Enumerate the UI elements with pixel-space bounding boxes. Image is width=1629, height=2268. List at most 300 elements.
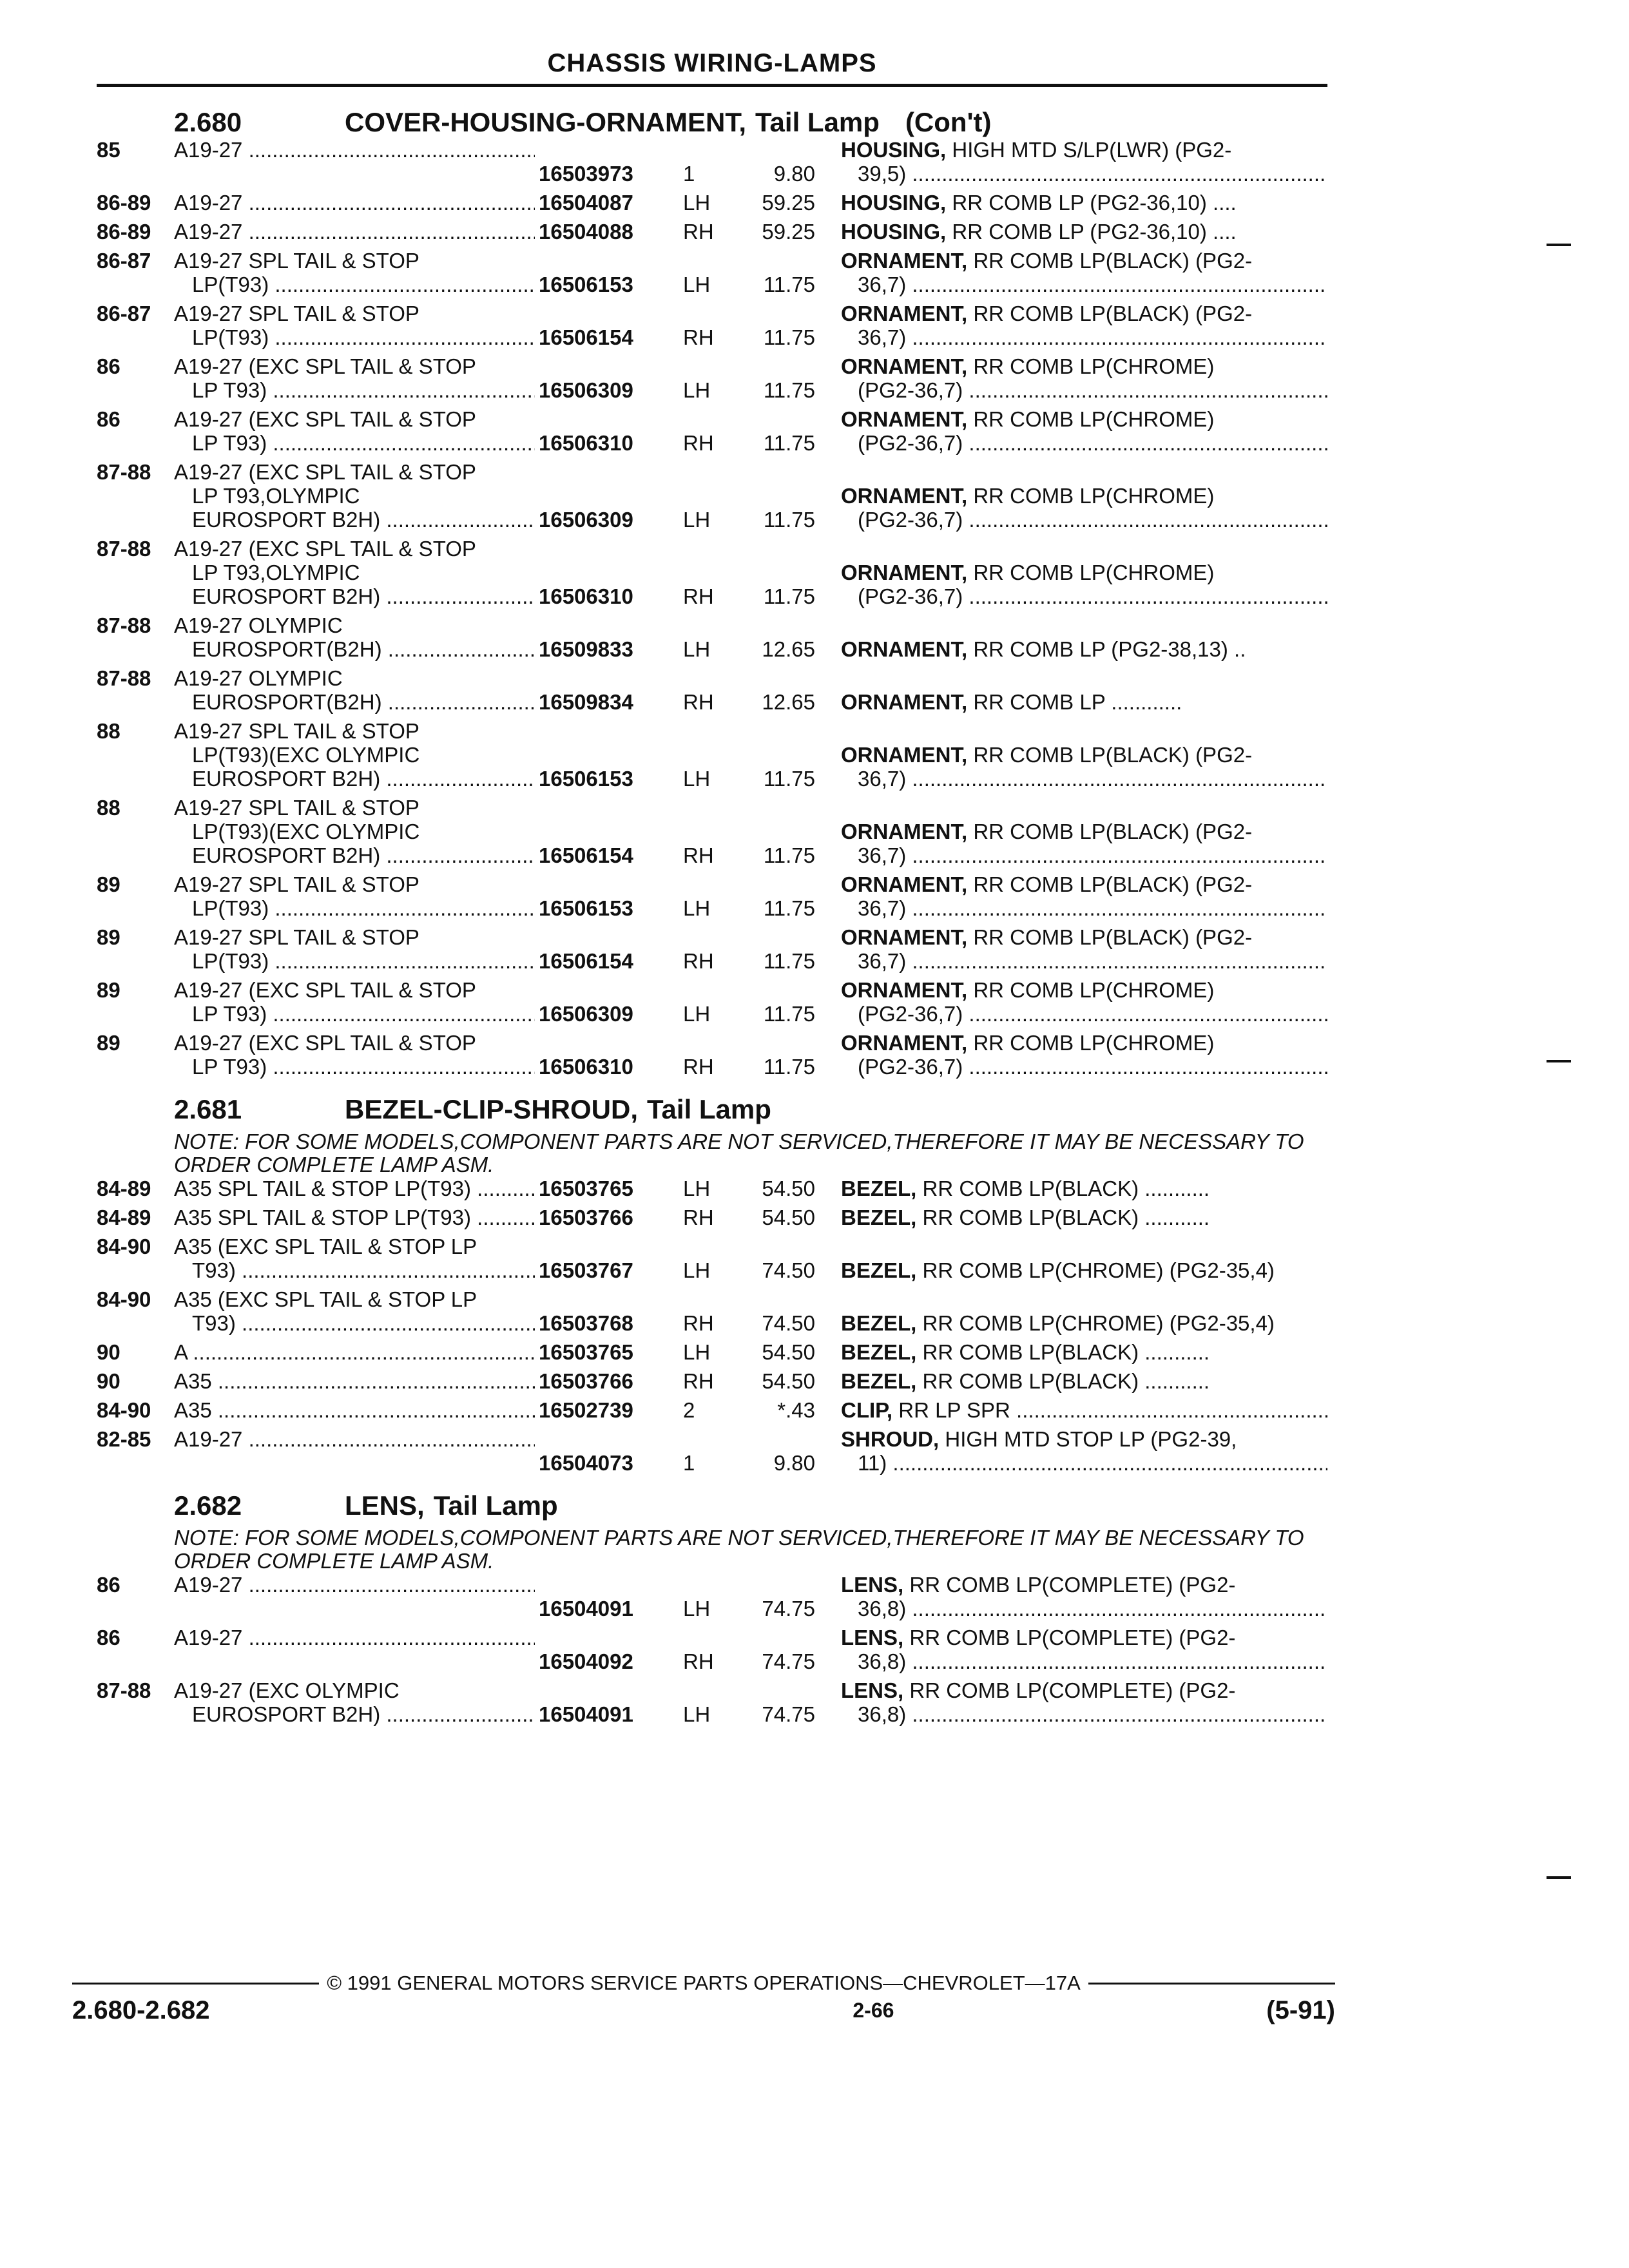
part-description xyxy=(841,820,1327,867)
model-line: A19-27 OLYMPIC xyxy=(174,666,343,690)
part-entry xyxy=(97,1206,1327,1229)
description-text: RR COMB LP(CHROME) (PG2-35,4) xyxy=(922,1258,1275,1282)
part-number: 16503767 xyxy=(539,1258,633,1282)
model-line: A19-27 SPL TAIL & STOP xyxy=(174,302,419,325)
description-line xyxy=(841,325,1327,349)
description-line xyxy=(841,1206,1327,1229)
revision-date: (5-91) xyxy=(1266,1996,1335,2024)
list-price: 74.50 xyxy=(762,1258,815,1282)
description-text: 11) xyxy=(858,1451,887,1475)
model-line: A35 SPL TAIL & STOP LP(T93) ..... xyxy=(174,1177,535,1200)
quantity-side: LH xyxy=(683,273,711,296)
description-text: RR COMB LP(BLACK) ........... xyxy=(922,1206,1210,1229)
part-number: 16506153 xyxy=(539,896,633,920)
copyright: © 1991 GENERAL MOTORS SERVICE PARTS OPERATIONS—CHEVROLET—17A xyxy=(327,1972,1081,1994)
model-applicability xyxy=(174,1573,535,1620)
model-line: A19-27 SPL TAIL & STOP xyxy=(174,796,419,820)
part-entry xyxy=(97,460,1327,532)
part-entry xyxy=(97,1573,1327,1620)
description-text: 36,7) xyxy=(858,767,907,791)
part-entry xyxy=(97,1031,1327,1079)
description-line xyxy=(841,1702,1327,1726)
section-range: 2.680-2.682 xyxy=(72,1996,210,2024)
model-line: A19-27 SPL TAIL & STOP xyxy=(174,872,419,896)
quantity-side: LH xyxy=(683,1258,711,1282)
description-text: (PG2-36,7) xyxy=(858,508,963,532)
model-years: 86 xyxy=(97,1626,120,1649)
model-years: 89 xyxy=(97,872,120,896)
entry-spacer xyxy=(97,1335,1327,1340)
model-line: A19-27 (EXC SPL TAIL & STOP xyxy=(174,1031,476,1055)
part-description xyxy=(841,690,1327,714)
model-applicability xyxy=(174,1177,535,1200)
part-description xyxy=(841,191,1327,215)
part-description xyxy=(841,743,1327,791)
model-line: LP(T93)(EXC OLYMPIC xyxy=(192,743,420,767)
part-entry xyxy=(97,138,1327,186)
section-name: BEZEL-CLIP-SHROUD, xyxy=(345,1094,638,1124)
model-line: LP T93) ..... xyxy=(174,1055,535,1079)
part-entry xyxy=(97,719,1327,791)
model-years: 86-87 xyxy=(97,302,151,325)
list-price: 11.75 xyxy=(763,949,815,973)
list-price: 12.65 xyxy=(762,637,815,661)
model-years: 87-88 xyxy=(97,666,151,690)
part-entry xyxy=(97,302,1327,349)
quantity-side: LH xyxy=(683,1002,711,1026)
list-price: 11.75 xyxy=(763,584,815,608)
part-name: ORNAMENT, xyxy=(841,354,968,378)
part-name: ORNAMENT, xyxy=(841,561,968,584)
part-number: 16503766 xyxy=(539,1369,633,1393)
list-price: 74.75 xyxy=(762,1702,815,1726)
quantity-side: RH xyxy=(683,949,714,973)
part-entry xyxy=(97,1235,1327,1282)
model-applicability xyxy=(174,613,535,661)
description-text: RR LP SPR xyxy=(898,1398,1010,1422)
section-subject: Tail Lamp xyxy=(433,1490,558,1521)
description-line xyxy=(841,249,1327,273)
description-text: 39,5) xyxy=(858,162,907,186)
edge-tick-mark xyxy=(1547,1876,1571,1879)
part-number: 16504091 xyxy=(539,1597,633,1620)
part-name: BEZEL, xyxy=(841,1369,917,1393)
part-number: 16504091 xyxy=(539,1702,633,1726)
part-number: 16506310 xyxy=(539,584,633,608)
description-line xyxy=(841,431,1327,455)
description-text: RR COMB LP(BLACK) (PG2- xyxy=(973,872,1253,896)
model-applicability xyxy=(174,1678,535,1726)
quantity-side: RH xyxy=(683,325,714,349)
description-line xyxy=(841,767,1327,791)
description-line xyxy=(841,1002,1327,1026)
part-name: CLIP, xyxy=(841,1398,893,1422)
part-entry xyxy=(97,1177,1327,1200)
part-number: 16509833 xyxy=(539,637,633,661)
model-line: EUROSPORT(B2H) ..... xyxy=(174,637,535,661)
section-number: 2.682 xyxy=(174,1490,242,1521)
description-text: HIGH MTD S/LP(LWR) (PG2- xyxy=(952,138,1232,162)
part-description xyxy=(841,872,1327,920)
model-years: 89 xyxy=(97,978,120,1002)
page-footer xyxy=(72,1972,1335,2025)
entry-spacer xyxy=(97,1200,1327,1206)
part-name: ORNAMENT, xyxy=(841,484,968,508)
description-text: HIGH MTD STOP LP (PG2-39, xyxy=(945,1427,1237,1451)
section-title xyxy=(97,97,1327,138)
section-number: 2.681 xyxy=(174,1094,242,1124)
model-line: LP(T93)(EXC OLYMPIC xyxy=(192,820,420,843)
entry-spacer xyxy=(97,402,1327,407)
description-line xyxy=(841,1427,1327,1451)
description-line xyxy=(841,978,1327,1002)
part-description xyxy=(841,978,1327,1026)
description-line xyxy=(841,1340,1327,1364)
description-text: 36,8) xyxy=(858,1702,907,1726)
list-price: 54.50 xyxy=(762,1369,815,1393)
description-line xyxy=(841,1258,1327,1282)
part-description xyxy=(841,1311,1327,1335)
description-line xyxy=(841,584,1327,608)
part-number: 16509834 xyxy=(539,690,633,714)
entry-spacer xyxy=(97,1026,1327,1031)
entry-spacer xyxy=(97,186,1327,191)
description-line xyxy=(841,896,1327,920)
part-name: LENS, xyxy=(841,1573,904,1597)
part-name: HOUSING, xyxy=(841,220,947,244)
list-price: 12.65 xyxy=(762,690,815,714)
model-applicability xyxy=(174,537,535,608)
part-name: ORNAMENT, xyxy=(841,1031,968,1055)
section-subject: Tail Lamp xyxy=(755,107,880,137)
description-text: RR COMB LP(BLACK) (PG2- xyxy=(973,820,1253,843)
description-text: RR COMB LP ............ xyxy=(973,690,1182,714)
part-entry xyxy=(97,537,1327,608)
model-years: 87-88 xyxy=(97,537,151,561)
model-years: 88 xyxy=(97,719,120,743)
model-years: 90 xyxy=(97,1369,120,1393)
description-text: RR COMB LP(BLACK) ........... xyxy=(922,1340,1210,1364)
list-price: 11.75 xyxy=(763,896,815,920)
list-price: 9.80 xyxy=(773,162,815,186)
quantity-side: RH xyxy=(683,1369,714,1393)
description-line xyxy=(841,1597,1327,1620)
quantity-side: RH xyxy=(683,1311,714,1335)
part-number: 16506309 xyxy=(539,1002,633,1026)
model-line: A19-27 ..... xyxy=(174,138,535,162)
model-line: A35 (EXC SPL TAIL & STOP LP xyxy=(174,1287,477,1311)
part-name: ORNAMENT, xyxy=(841,690,968,714)
entry-spacer xyxy=(97,661,1327,666)
part-entry xyxy=(97,1369,1327,1393)
model-years: 86-87 xyxy=(97,249,151,273)
description-text: 36,7) xyxy=(858,896,907,920)
part-entry xyxy=(97,872,1327,920)
part-number: 16506309 xyxy=(539,508,633,532)
quantity-side: LH xyxy=(683,378,711,402)
list-price: 11.75 xyxy=(763,378,815,402)
part-name: LENS, xyxy=(841,1626,904,1649)
part-name: BEZEL, xyxy=(841,1340,917,1364)
part-name: BEZEL, xyxy=(841,1311,917,1335)
list-price: 11.75 xyxy=(763,767,815,791)
entry-spacer xyxy=(97,1475,1327,1480)
entry-spacer xyxy=(97,244,1327,249)
description-text: 36,7) xyxy=(858,325,907,349)
entry-spacer xyxy=(97,1364,1327,1369)
model-applicability xyxy=(174,302,535,349)
quantity-side: RH xyxy=(683,1055,714,1079)
model-line: A19-27 SPL TAIL & STOP xyxy=(174,925,419,949)
entry-spacer xyxy=(97,1620,1327,1626)
model-years: 86 xyxy=(97,354,120,378)
entry-spacer xyxy=(97,714,1327,719)
description-line xyxy=(841,191,1327,215)
part-number: 16506153 xyxy=(539,273,633,296)
model-years: 86-89 xyxy=(97,220,151,244)
quantity-side: 1 xyxy=(683,1451,695,1475)
part-description xyxy=(841,249,1327,296)
description-text: RR COMB LP (PG2-38,13) .. xyxy=(973,637,1246,661)
model-line: A19-27 ..... xyxy=(174,191,535,215)
model-years: 84-90 xyxy=(97,1235,151,1258)
model-line: A19-27 ..... xyxy=(174,220,535,244)
list-price: 11.75 xyxy=(763,1002,815,1026)
model-line: A19-27 ..... xyxy=(174,1573,535,1597)
part-name: ORNAMENT, xyxy=(841,743,968,767)
model-applicability xyxy=(174,719,535,791)
list-price: 11.75 xyxy=(763,325,815,349)
quantity-side: RH xyxy=(683,1649,714,1673)
quantity-side: RH xyxy=(683,220,714,244)
model-applicability xyxy=(174,138,535,186)
part-number: 16506153 xyxy=(539,767,633,791)
page-title: CHASSIS WIRING-LAMPS xyxy=(547,49,877,77)
list-price: 11.75 xyxy=(763,431,815,455)
part-name: BEZEL, xyxy=(841,1258,917,1282)
part-number: 16506154 xyxy=(539,325,633,349)
part-entry xyxy=(97,796,1327,867)
model-line: A19-27 (EXC SPL TAIL & STOP xyxy=(174,460,476,484)
description-line xyxy=(841,1031,1327,1055)
description-line xyxy=(841,1678,1327,1702)
entry-spacer xyxy=(97,1726,1327,1731)
part-number: 16506154 xyxy=(539,843,633,867)
part-number: 16503768 xyxy=(539,1311,633,1335)
part-description xyxy=(841,1369,1327,1393)
model-line: A ..... xyxy=(174,1340,535,1364)
part-description xyxy=(841,561,1327,608)
model-applicability xyxy=(174,249,535,296)
quantity-side: LH xyxy=(683,508,711,532)
description-text: (PG2-36,7) xyxy=(858,1055,963,1079)
entry-spacer xyxy=(97,1422,1327,1427)
description-text: RR COMB LP(COMPLETE) (PG2- xyxy=(909,1573,1236,1597)
description-line xyxy=(841,637,1327,661)
part-name: LENS, xyxy=(841,1678,904,1702)
quantity-side: 2 xyxy=(683,1398,695,1422)
model-years: 90 xyxy=(97,1340,120,1364)
description-text: (PG2-36,7) xyxy=(858,1002,963,1026)
model-applicability xyxy=(174,1031,535,1079)
description-text: RR COMB LP(BLACK) (PG2- xyxy=(973,249,1253,273)
model-line: LP(T93) ..... xyxy=(174,273,535,296)
list-price: 54.50 xyxy=(762,1206,815,1229)
list-price: 11.75 xyxy=(763,508,815,532)
part-entry xyxy=(97,1398,1327,1422)
description-text: 36,7) xyxy=(858,273,907,296)
description-line xyxy=(841,1573,1327,1597)
description-line xyxy=(841,1398,1327,1422)
description-line xyxy=(841,138,1327,162)
footer-rule-right xyxy=(1088,1983,1335,1984)
quantity-side: LH xyxy=(683,1702,711,1726)
entry-spacer xyxy=(97,1673,1327,1678)
section-title xyxy=(97,1084,1327,1125)
part-description xyxy=(841,407,1327,455)
part-number: 16504087 xyxy=(539,191,633,215)
entry-spacer xyxy=(97,867,1327,872)
description-line xyxy=(841,302,1327,325)
part-description xyxy=(841,1678,1327,1726)
description-line xyxy=(841,354,1327,378)
part-description xyxy=(841,925,1327,973)
description-text: RR COMB LP (PG2-36,10) .... xyxy=(952,220,1237,244)
description-text: (PG2-36,7) xyxy=(858,378,963,402)
description-line xyxy=(841,820,1327,843)
model-line: EUROSPORT B2H) ..... xyxy=(174,1702,535,1726)
entry-spacer xyxy=(97,532,1327,537)
list-price: 11.75 xyxy=(763,1055,815,1079)
model-applicability xyxy=(174,1206,535,1229)
model-applicability xyxy=(174,354,535,402)
part-entry xyxy=(97,613,1327,661)
section-note: NOTE: FOR SOME MODELS,COMPONENT PARTS ARE NOT SERVICED,THEREFORE IT MAY BE NECESSARY TO ORDER COMPLETE LAMP ASM. xyxy=(174,1526,1304,1573)
section-continued: (Con't) xyxy=(905,107,992,137)
part-description xyxy=(841,1206,1327,1229)
part-number: 16506310 xyxy=(539,1055,633,1079)
description-line xyxy=(841,1177,1327,1200)
part-description xyxy=(841,1626,1327,1673)
quantity-side: RH xyxy=(683,690,714,714)
part-entry xyxy=(97,1287,1327,1335)
parts-list xyxy=(97,97,1327,1731)
description-text: RR COMB LP(CHROME) xyxy=(973,561,1215,584)
model-years: 88 xyxy=(97,796,120,820)
quantity-side: RH xyxy=(683,1206,714,1229)
model-line: EUROSPORT B2H) ..... xyxy=(174,584,535,608)
part-number: 16503973 xyxy=(539,162,633,186)
model-years: 87-88 xyxy=(97,1678,151,1702)
description-text: RR COMB LP (PG2-36,10) .... xyxy=(952,191,1237,215)
model-line: EUROSPORT B2H) ..... xyxy=(174,508,535,532)
model-line: LP T93) ..... xyxy=(174,378,535,402)
model-line: EUROSPORT B2H) ..... xyxy=(174,767,535,791)
model-years: 86-89 xyxy=(97,191,151,215)
section-note: NOTE: FOR SOME MODELS,COMPONENT PARTS ARE NOT SERVICED,THEREFORE IT MAY BE NECESSARY TO ORDER COMPLETE LAMP ASM. xyxy=(174,1129,1304,1177)
model-line: LP T93) ..... xyxy=(174,431,535,455)
entry-spacer xyxy=(97,1393,1327,1398)
part-entry xyxy=(97,191,1327,215)
part-description xyxy=(841,138,1327,186)
part-number: 16503766 xyxy=(539,1206,633,1229)
list-price: 59.25 xyxy=(762,220,815,244)
entry-spacer xyxy=(97,608,1327,613)
description-line xyxy=(841,1055,1327,1079)
part-description xyxy=(841,637,1327,661)
description-text: RR COMB LP(CHROME) xyxy=(973,484,1215,508)
list-price: *.43 xyxy=(777,1398,815,1422)
entry-spacer xyxy=(97,973,1327,978)
part-entry xyxy=(97,666,1327,714)
part-entry xyxy=(97,978,1327,1026)
part-entry xyxy=(97,1427,1327,1475)
model-line: A19-27 ..... xyxy=(174,1626,535,1649)
quantity-side: LH xyxy=(683,1177,711,1200)
part-entry xyxy=(97,354,1327,402)
description-text: 36,8) xyxy=(858,1649,907,1673)
quantity-side: LH xyxy=(683,191,711,215)
entry-spacer xyxy=(97,920,1327,925)
section-subject: Tail Lamp xyxy=(647,1094,771,1124)
part-description xyxy=(841,302,1327,349)
model-line: LP(T93) ..... xyxy=(174,949,535,973)
description-line xyxy=(841,690,1327,714)
description-text: RR COMB LP(BLACK) (PG2- xyxy=(973,925,1253,949)
description-line xyxy=(841,508,1327,532)
description-line xyxy=(841,743,1327,767)
description-line xyxy=(841,1649,1327,1673)
description-text: RR COMB LP(CHROME) xyxy=(973,978,1215,1002)
description-line xyxy=(841,273,1327,296)
model-years: 89 xyxy=(97,1031,120,1055)
page-number: 2-66 xyxy=(853,1999,894,2022)
model-years: 86 xyxy=(97,1573,120,1597)
part-name: HOUSING, xyxy=(841,138,947,162)
part-number: 16504092 xyxy=(539,1649,633,1673)
quantity-side: RH xyxy=(683,431,714,455)
header-rule xyxy=(97,84,1327,87)
part-name: ORNAMENT, xyxy=(841,872,968,896)
model-line: A35 SPL TAIL & STOP LP(T93) ..... xyxy=(174,1206,535,1229)
model-applicability xyxy=(174,1626,535,1673)
part-number: 16506310 xyxy=(539,431,633,455)
entry-spacer xyxy=(97,349,1327,354)
model-applicability xyxy=(174,1340,535,1364)
description-text: (PG2-36,7) xyxy=(858,431,963,455)
description-text: RR COMB LP(CHROME) xyxy=(973,407,1215,431)
part-description xyxy=(841,1258,1327,1282)
description-text: RR COMB LP(BLACK) ........... xyxy=(922,1177,1210,1200)
model-applicability xyxy=(174,925,535,973)
part-number: 16504088 xyxy=(539,220,633,244)
part-number: 16502739 xyxy=(539,1398,633,1422)
model-line: A35 (EXC SPL TAIL & STOP LP xyxy=(174,1235,477,1258)
part-name: ORNAMENT, xyxy=(841,925,968,949)
description-line xyxy=(841,1626,1327,1649)
model-applicability xyxy=(174,407,535,455)
model-applicability xyxy=(174,220,535,244)
part-name: ORNAMENT, xyxy=(841,302,968,325)
model-years: 84-89 xyxy=(97,1177,151,1200)
model-line: LP T93,OLYMPIC xyxy=(192,561,360,584)
model-line: LP(T93) ..... xyxy=(174,896,535,920)
model-years: 84-90 xyxy=(97,1287,151,1311)
model-applicability xyxy=(174,872,535,920)
part-number: 16503765 xyxy=(539,1340,633,1364)
quantity-side: RH xyxy=(683,843,714,867)
part-description xyxy=(841,354,1327,402)
